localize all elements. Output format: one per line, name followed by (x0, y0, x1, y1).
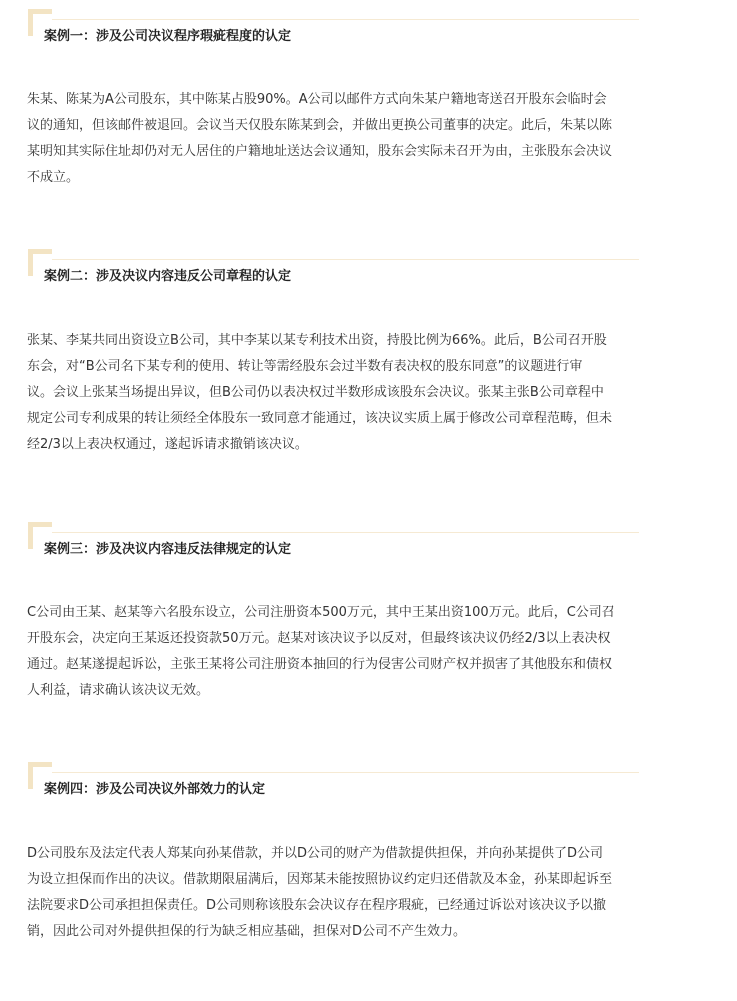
case-section-2 (0, 249, 737, 293)
heading-divider (52, 259, 639, 260)
paragraph-line: 朱某、陈某为A公司股东，其中陈某占股90%。A公司以邮件方式向朱某户籍地寄送召开股东会临时会 (27, 92, 607, 107)
paragraph-line: 张某、李某共同出资设立B公司，其中李某以某专利技术出资，持股比例为66%。此后，B公司召开股 (27, 333, 607, 348)
case-section-4 (0, 762, 737, 806)
case-heading (0, 249, 737, 293)
paragraph-line: 为设立担保而作出的决议。借款期限届满后，因郑某未能按照协议约定归还借款及本金，孙某即起诉至 (27, 872, 613, 887)
case-title: 案例三：涉及决议内容违反法律规定的认定 (44, 542, 292, 557)
case-title: 案例一：涉及公司决议程序瑕疵程度的认定 (44, 29, 292, 44)
paragraph-line: 开股东会，决定向王某返还投资款50万元。赵某对该决议予以反对，但最终该决议仍经2/3以上表决权 (27, 631, 611, 646)
paragraph-line: 议。会议上张某当场提出异议，但B公司仍以表决权过半数形成该股东会决议。张某主张B公司章程中 (27, 385, 604, 400)
corner-bracket-bar (28, 762, 52, 767)
case-paragraph-3 (27, 600, 715, 704)
case-heading (0, 522, 737, 566)
corner-bracket-bar (28, 9, 52, 14)
paragraph-line: 某明知其实际住址却仍对无人居住的户籍地址送达会议通知，股东会实际未召开为由，主张股东会决议 (27, 144, 613, 159)
corner-bracket-bar (28, 249, 52, 254)
paragraph-line: 东会，对“B公司名下某专利的使用、转让等需经股东会过半数有表决权的股东同意”的议题进行审 (27, 359, 583, 374)
paragraph-line: 销，因此公司对外提供担保的行为缺乏相应基础，担保对D公司不产生效力。 (27, 924, 467, 939)
paragraph-line: C公司由王某、赵某等六名股东设立，公司注册资本500万元，其中王某出资100万元。此后，C公司召 (27, 605, 615, 620)
corner-bracket-bar (28, 522, 52, 527)
paragraph-line: 不成立。 (27, 170, 80, 185)
heading-divider (52, 532, 639, 533)
paragraph-line: 法院要求D公司承担担保责任。D公司则称该股东会决议存在程序瑕疵，已经通过诉讼对该决议予以撤 (27, 898, 607, 913)
case-section-1 (0, 9, 737, 53)
case-title: 案例四：涉及公司决议外部效力的认定 (44, 782, 266, 797)
case-heading (0, 762, 737, 806)
case-paragraph-2 (27, 328, 715, 458)
paragraph-line: D公司股东及法定代表人郑某向孙某借款，并以D公司的财产为借款提供担保，并向孙某提供了D公司 (27, 846, 604, 861)
heading-divider (52, 772, 639, 773)
paragraph-line: 议的通知，但该邮件被退回。会议当天仅股东陈某到会，并做出更换公司董事的决定。此后，朱某以陈 (27, 118, 613, 133)
paragraph-line: 人利益，请求确认该决议无效。 (27, 683, 210, 698)
case-heading (0, 9, 737, 53)
paragraph-line: 通过。赵某遂提起诉讼，主张王某将公司注册资本抽回的行为侵害公司财产权并损害了其他股东和债权 (27, 657, 613, 672)
case-section-3 (0, 522, 737, 566)
case-title: 案例二：涉及决议内容违反公司章程的认定 (44, 269, 292, 284)
case-paragraph-1 (27, 87, 715, 191)
paragraph-line: 规定公司专利成果的转让须经全体股东一致同意才能通过，该决议实质上属于修改公司章程范畴，但未 (27, 411, 613, 426)
paragraph-line: 经2/3以上表决权通过，遂起诉请求撤销该决议。 (27, 437, 308, 452)
heading-divider (52, 19, 639, 20)
case-paragraph-4 (27, 841, 715, 945)
